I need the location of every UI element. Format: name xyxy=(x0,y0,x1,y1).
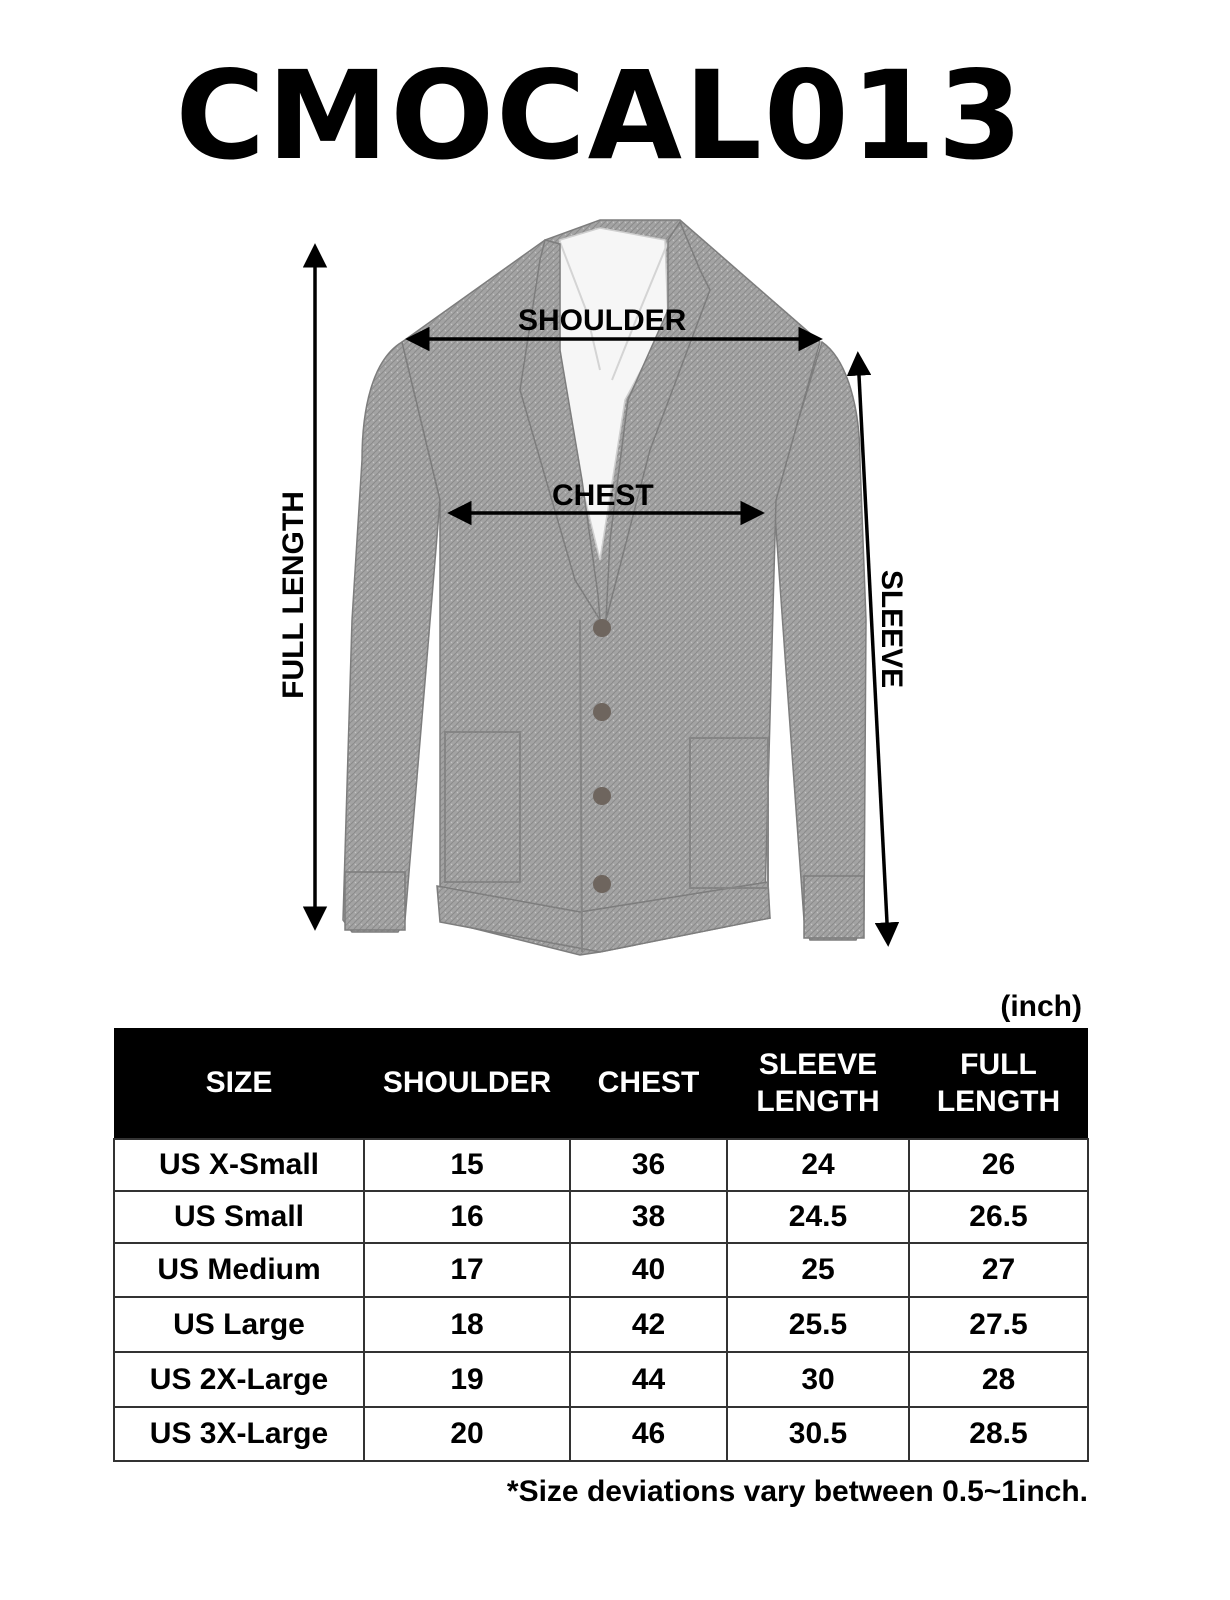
table-row xyxy=(114,1139,1088,1191)
cell-shoulder: 20 xyxy=(364,1407,570,1461)
shoulder-label: SHOULDER xyxy=(518,304,687,337)
cell-chest: 36 xyxy=(570,1139,727,1191)
table-row xyxy=(114,1352,1088,1407)
size-chart-table xyxy=(113,1028,1089,1462)
table-row xyxy=(114,1191,1088,1243)
header-size xyxy=(114,1028,364,1139)
cell-chest: 46 xyxy=(570,1407,727,1461)
cell-sleeve-length: 25.5 xyxy=(727,1297,909,1352)
cell-full-length: 28 xyxy=(909,1352,1088,1407)
header-sleeve-length xyxy=(727,1028,909,1139)
unit-label: (inch) xyxy=(1000,990,1082,1023)
cell-shoulder: 17 xyxy=(364,1243,570,1297)
page-title: CMOCAL013 xyxy=(175,45,1025,187)
cell-shoulder: 18 xyxy=(364,1297,570,1352)
cell-full-length: 27.5 xyxy=(909,1297,1088,1352)
cell-sleeve-length: 30.5 xyxy=(727,1407,909,1461)
size-deviation-note: *Size deviations vary between 0.5~1inch. xyxy=(506,1475,1088,1508)
cell-full-length: 28.5 xyxy=(909,1407,1088,1461)
cell-full-length: 26 xyxy=(909,1139,1088,1191)
header-chest-text: CHEST xyxy=(597,1066,700,1100)
cell-sleeve-length: 25 xyxy=(727,1243,909,1297)
cell-size: US X-Small xyxy=(114,1139,364,1191)
cell-full-length: 26.5 xyxy=(909,1191,1088,1243)
full-length-label: FULL LENGTH xyxy=(277,491,310,699)
table-header-row xyxy=(114,1028,1088,1139)
header-full-line1: FULL xyxy=(960,1047,1037,1081)
chest-label: CHEST xyxy=(552,479,654,512)
cell-chest: 44 xyxy=(570,1352,727,1407)
cell-sleeve-length: 24.5 xyxy=(727,1191,909,1243)
cell-shoulder: 16 xyxy=(364,1191,570,1243)
cell-sleeve-length: 24 xyxy=(727,1139,909,1191)
cell-shoulder: 19 xyxy=(364,1352,570,1407)
cell-size: US Medium xyxy=(114,1243,364,1297)
header-shoulder-text: SHOULDER xyxy=(382,1066,552,1100)
table-row xyxy=(114,1243,1088,1297)
table-row xyxy=(114,1407,1088,1461)
header-sleeve-line1: SLEEVE xyxy=(758,1047,878,1081)
cell-size: US 2X-Large xyxy=(114,1352,364,1407)
table-row xyxy=(114,1297,1088,1352)
cell-size: US 3X-Large xyxy=(114,1407,364,1461)
header-size-text: SIZE xyxy=(205,1066,273,1100)
header-full-length xyxy=(909,1028,1088,1139)
cell-size: US Large xyxy=(114,1297,364,1352)
sleeve-label: SLEEVE xyxy=(875,569,908,689)
cell-shoulder: 15 xyxy=(364,1139,570,1191)
cell-chest: 42 xyxy=(570,1297,727,1352)
header-shoulder xyxy=(364,1028,570,1139)
cell-full-length: 27 xyxy=(909,1243,1088,1297)
garment-figure xyxy=(0,200,1230,990)
cell-sleeve-length: 30 xyxy=(727,1352,909,1407)
cell-chest: 40 xyxy=(570,1243,727,1297)
header-sleeve-line2: LENGTH xyxy=(756,1085,880,1118)
header-chest xyxy=(570,1028,727,1139)
cell-size: US Small xyxy=(114,1191,364,1243)
header-full-line2: LENGTH xyxy=(936,1085,1061,1118)
cell-chest: 38 xyxy=(570,1191,727,1243)
